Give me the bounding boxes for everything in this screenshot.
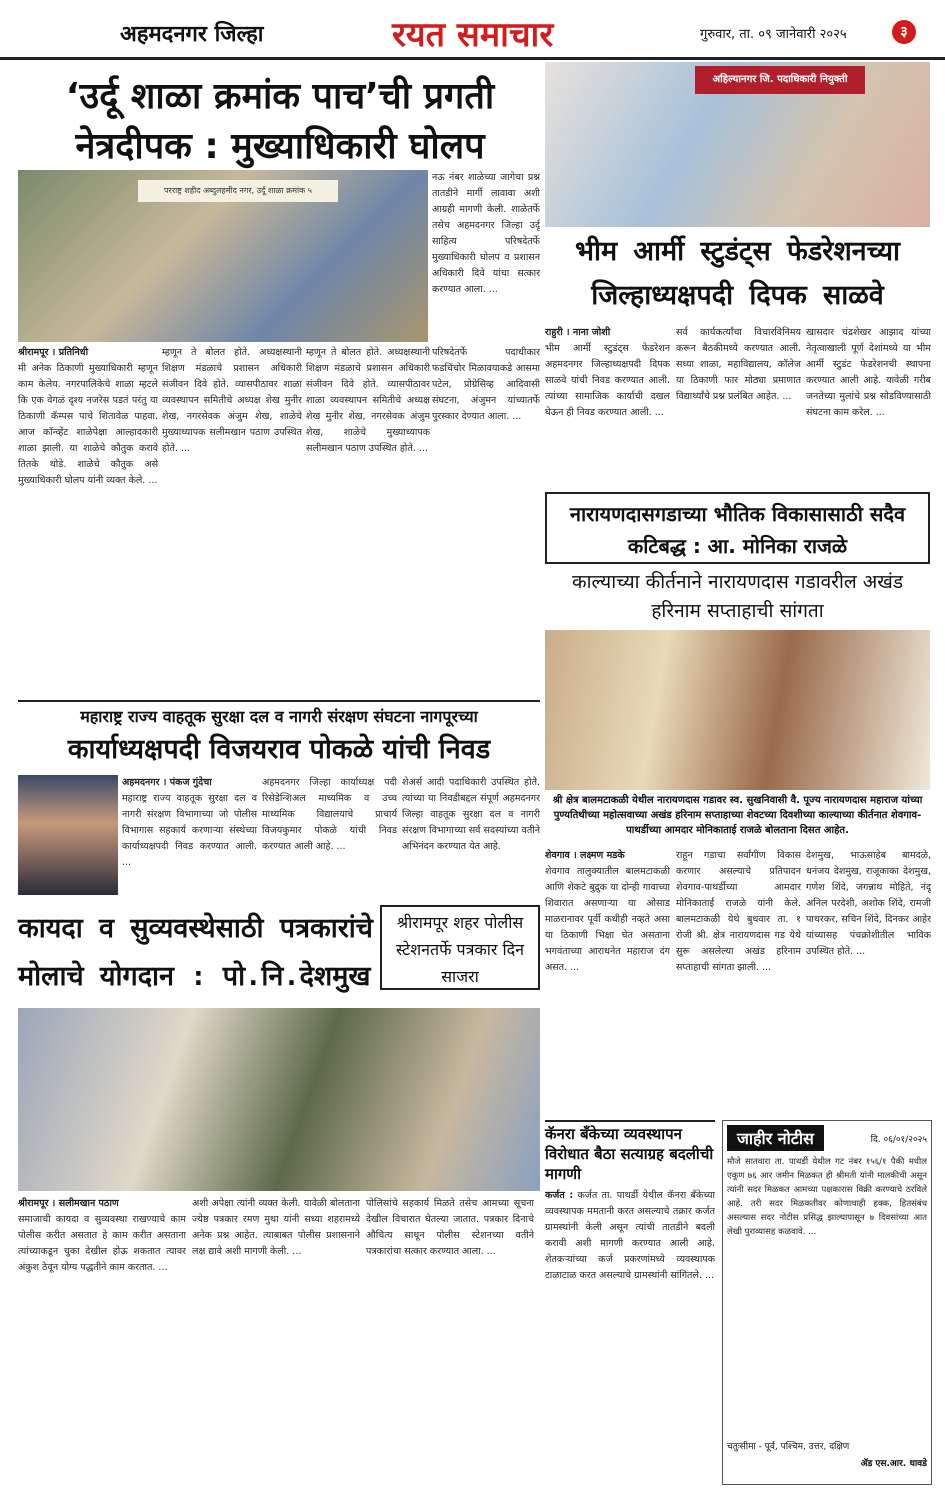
story5-headline: कायदा व सुव्यवस्थेसाठी पत्रकारांचे मोलाचे योगदान : पो.नि.देशमुख [18,913,373,992]
story3-headline-box [545,492,930,564]
school-banner: परराष्ट्र शहीद अब्दुलहमीद नगर, उर्दू शाळा क्रमांक ५ [138,180,338,202]
story2-col3: खासदार चंद्रशेखर आझाद यांच्या नेतृत्वाखाली पूर्ण देशांमध्ये या भीम आर्मी स्टुडंट फेडरेशनची स्थापना करण्यात आली आहे. यावेळी गरीब जनतेच्या मुलांचे प्रश्न सोडविण्यासाठी संघटना काम करेल. ... [806,327,931,418]
story3-headline: नारायणदासगडाच्या भौतिक विकासासाठी सदैव कटिबद्ध : आ. मोनिका राजळे [569,502,906,558]
page-header [0,0,945,60]
story2-col1 [545,325,670,487]
masthead: रयत समाचार [392,15,554,55]
story5-dateline: श्रीरामपूर । सलीमखान पठाण [18,1198,119,1209]
story5-sidehead: श्रीरामपूर शहर पोलीस स्टेशनतर्फे पत्रकार दिन साजरा [380,905,540,990]
notice-date: दि. ०६/०१/२०२५ [870,1134,927,1145]
story3-col1 [545,848,670,1113]
district-label: अहमदनगर जिल्हा [120,22,264,47]
story1-col1 [18,345,158,685]
story2-photo [545,62,930,227]
story6-headline: कॅनरा बँकेच्या व्यवस्थापन विरोधात बैठा सत्याग्रह बदलीची मागणी [545,1120,715,1182]
story2-col1-text: भीम आर्मी स्टुडंट्स फेडरेशन अहमदनगर जिल्हाध्यक्षपदी दिपक साळवे यांची निवड करण्यात आली. त्यांच्या सामाजिक कार्याची दखल घेऊन ही निवड करण्यात आली. ... [545,343,670,418]
story4-kicker: महाराष्ट्र राज्य वाहतूक सुरक्षा दल व नागरी संरक्षण संघटना नागपूरच्या [18,700,540,730]
story3-photo [545,630,930,790]
story3-caption: श्री क्षेत्र बालमटाकळी येथील नारायणदास गडावर स्व. सुखनिवासी वै. पूज्य नारायणदास महाराज यांच्या पुण्यतिथीच्या महोत्सवाच्या अखंड हरिनाम सप्ताहाच्या शेवटच्या दिवशीच्या काल्याच्या कीर्तनात शेवगाव-पाथर्डीच्या आमदार मोनिकाताई राजळे बोलताना दिसत आहेत. [552,795,923,836]
story6-dateline: कर्जत : [545,1190,574,1201]
notice-body: मौजे सातवारा ता. पाथर्डी येथील गट नंबर १५६/१ पैकी मधील एकूण ७६ आर जमीन मिळकत ही श्रीमती यांनी मालकीची असून त्यांनी सदर मिळकत आमच्या पक्षकारास विक्री करण्याचे ठरविले आहे. तरी सदर मिळकतीवर कोणाचाही हक्क, हितसंबंध असल्यास सदर नोटीस प्रसिद्ध झाल्यापासून ७ दिवसांच्या आत लेखी पुराव्यासह कळवावे. ... [727,1157,927,1237]
story4-col3: शेअर्स आदी पदाधिकारी उपस्थित होते. त्यांच्या या निवडीबद्दल संपूर्ण अहमदनगर जिल्हा वाहतूक सुरक्षा दल व नागरी संरक्षण विभागाच्या सर्व सदस्यांच्या वतीने अभिनंदन करण्यात येत आहे. [402,777,540,852]
story2-headline: भीम आर्मी स्टुडंट्स फेडरेशनच्या जिल्हाध्यक्षपदी दिपक साळवे [574,236,901,311]
story4-col1-text: महाराष्ट्र राज्य वाहतूक सुरक्षा दल व नागरी संरक्षण विभागाच्या जो पोलीस विभागास सहकार्य करणाऱ्या संस्थेच्या कार्याध्यक्षपदी निवड करण्यात आली. ... [122,793,257,868]
story3-col1-text: शेवगाव तालुक्यातील बालमटाकळी आणि शेकटे बुद्रुक या दोन्ही गावाच्या शिवारात असणाऱ्या या ओसाड माळरानावर पूर्वी कधीही नव्हते असा या ठिकाणी भिक्षा घेत असताना भगवंताच्या आराधनेत महाराज दंग असत. ... [545,866,670,973]
story1-dateline: श्रीरामपूर । प्रतिनिधी [18,347,89,358]
story4-portrait [18,775,118,895]
story1-col2b: म्हणून ते बोलत होते. अध्यक्षस्थानी शिक्षण मंडळाचे प्रशासन अधिकारी संजीवन दिवे होते. व्यासपीठावर शाळा व्यवस्थापन समितीचे अध्यक्ष शेख मुनीर शेख, नगरसेवक अंजुम शेख, शाळेचे मुख्याध्यापक सलीमखान पठाण उपस्थित होते. ... [306,347,430,454]
story4-col2: अहमदनगर जिल्हा कार्याध्यक्ष पदी रिसेडेन्शिअल माध्यमिक व उच्च माध्यमिक विद्यालयाचे प्राचार्य विजयकुमार पोकळे यांची निवड करण्यात आली आहे. ... [262,777,397,852]
story6-body-text: कर्जत ता. पाथर्डी येथील कॅनरा बँकेच्या व्यवस्थापक ममतानी करत असल्याचे तक्रार कर्जत ग्रामस्थांनी केली असून त्यांची तातडीने बदली करावी अशी मागणी करण्यात आली आहे. शेतकऱ्यांच्या कर्ज प्रकरणांमध्ये व्यवस्थापक टाळाटाळ करत असल्याचे ग्रामस्थांनी सांगितले. ... [545,1190,715,1281]
story4-dateline: अहमदनगर । पंकज गुंदेचा [122,777,212,788]
page-number: ३ [892,20,916,44]
notice-title: जाहीर नोटीस [727,1125,824,1151]
story1-col2: म्हणून ते बोलत होते. अध्यक्षस्थानी शिक्षण मंडळाचे प्रशासन अधिकारी संजीवन दिवे होते. व्यासपीठावर शाळा व्यवस्थापन समितीचे अध्यक्ष शेख मुनीर शेख, नगरसेवक अंजुम शेख, शाळेचे मुख्याध्यापक सलीमखान पठाण उपस्थित होते. ... [162,347,302,454]
story2-dateline: राहुरी । नाना जोशी [545,327,611,338]
story6-body [545,1188,715,1484]
story3-subhead: काल्याच्या कीर्तनाने नारायणदास गडावरील अखंड हरिनाम सप्ताहाची सांगता [571,571,904,622]
notice-signature: ॲड एस.आर. धावडे [860,1459,927,1469]
public-notice [722,1120,932,1485]
story5-col1-text: समाजाची कायदा व सुव्यवस्था राखण्याचे काम पोलीस करीत असतात हे काम करीत असताना त्यांच्याकडून चुका देखील होऊ शकतात त्यावर अंकुश ठेवून योग्य पद्धतीने काम करतात. ... [18,1214,186,1273]
story3-col2: राहून गडाचा सर्वांगीण विकास करणार असल्याचे प्रतिपादन शेवगाव-पाथर्डीच्या आमदार मोनिकाताई राजळे यांनी केले. बालमटाकळी येथे बुधवार ता. १ रोजी श्री. क्षेत्र नारायणदास गड येथे सुरू असलेल्या अखंड हरिनाम सप्ताहाची सांगता झाली. ... [676,850,801,973]
story5-col1 [18,1196,186,1486]
story1-col1-text: मी अनेक ठिकाणी मुख्याधिकारी म्हणून काम केलेय. नगरपालिकेचे शाळा म्हटले कि एक वेगळं दृश्य नजरेस पडतं परंतु या ठिकाणी कॅम्पस पाचे शितावेळ पाहवा. आज कॉन्व्हेंट शाळेपेक्षा आल्हादकारी शाळा झाली. या शाळेचे कौतुक करावे तितके थोडे. शाळेचे कौतुक असे मुख्याधिकारी घोलप यांनी व्यक्त केले. ... [18,363,158,486]
story4-headline: कार्याध्यक्षपदी विजयराव पोकळे यांची निवड [67,734,491,765]
story4-col1 [122,775,257,895]
issue-date: गुरुवार, ता. ०९ जानेवारी २०२५ [700,27,847,42]
notice-boundaries: चतुःसीमा - पूर्व, पश्चिम, उत्तर, दक्षिण [727,1442,850,1452]
story1-col3: नऊ नंबर शाळेच्या जागेचा प्रश्न तातडीने मार्गी लावावा अशी आग्रही मागणी केली. शाळेतर्फे तसेच अहमदनगर जिल्हा उर्दू साहित्य परिषदेतर्फे मुख्याधिकारी घोलप व प्रशासन अधिकारी दिवे यांचा सत्कार करण्यात आला. ... [432,172,540,295]
story3-col3: देशमुख, भाऊसाहेब बामदळे, धनंजय देशमुख, राजूकाका देशमुख, गणेश शिंदे, जगन्नाथ मोहिते, नंदू अनिल परदेशी, अशोक शिंदे, रामजी पाथरकर, सचिन शिंदे, दिनकर आहेर यांच्यासह पंचक्रोशीतील भाविक उपस्थित होते. ... [806,850,931,957]
story1-photo [18,170,428,342]
story1-headline: ‘उर्दू शाळा क्रमांक पाच’ची प्रगती नेत्रदीपक : मुख्याधिकारी घोलप [65,76,495,167]
story2-col2: सर्व कार्यकर्त्यांचा विचारविनिमय करून बैठकीमध्ये करण्यात आली. सध्या शाळा, महाविद्यालय, कॉलेज या ठिकाणी फार मोठ्या प्रमाणात विद्यार्थ्यांचे प्रश्न प्रलंबित आहेत. ... [676,327,801,402]
story5-col2: अशी अपेक्षा त्यांनी व्यक्त केली. यावेळी बोलताना ज्येष्ठ पत्रकार रमण मुथा यांनी सध्या शहरामध्ये अनेक प्रश्न आहेत. त्याबाबत पोलीस प्रशासनाने लक्ष द्यावे अशी मागणी केली. ... [192,1198,360,1257]
story5-photo [18,1008,540,1191]
story5-col3: पोलिसांचे सहकार्य मिळते तसेच आमच्या सूचना देखील विचारात घेतल्या जातात. पत्रकार दिनाचे औचित्य साधून पोलीस स्टेशनच्या वतीने पत्रकारांचा सत्कार करण्यात आला. ... [366,1198,534,1257]
story1-col4: परिषदेतर्फे पदाधीकार फडचिंचोर मिळावयाकडे आसमा पटेल, प्रोग्रेसिव्ह आदिवासी संघटना, अंजुमन यांच्यातर्फे पुरस्कार देण्यात आला. ... [432,347,540,422]
story3-dateline: शेवगाव । लक्ष्मण मडके [545,850,625,861]
story2-banner: अहिल्यानगर जि. पदाधिकारी नियुक्ती [695,66,865,94]
